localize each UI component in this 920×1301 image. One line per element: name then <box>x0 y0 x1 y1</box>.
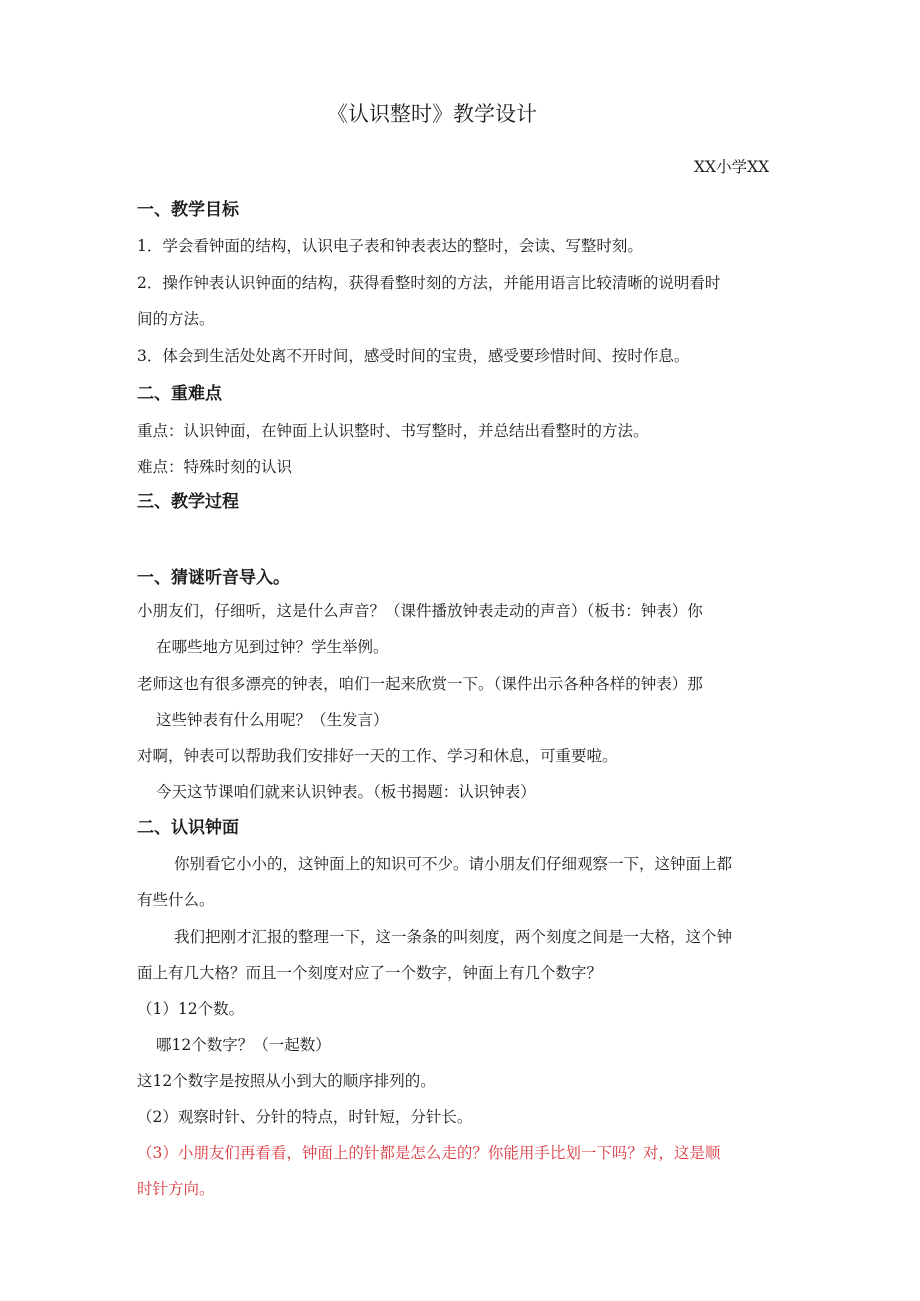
paragraph-line: 有些什么。 <box>137 891 215 909</box>
author-line: XX小学XX <box>694 158 770 176</box>
paragraph-line: 对啊，钟表可以帮助我们安排好一天的工作、学习和休息，可重要啦。 <box>137 747 618 765</box>
paragraph-line: 小朋友们，仔细听，这是什么声音？（课件播放钟表走动的声音）（板书：钟表）你 <box>137 602 703 620</box>
paragraph-line: 今天这节课咱们就来认识钟表。（板书揭题：认识钟表） <box>156 783 536 801</box>
paragraph-line: 哪12个数字？（一起数） <box>156 1036 331 1054</box>
paragraph-line: 这些钟表有什么用呢？（生发言） <box>156 711 389 729</box>
paragraph-line: 你别看它小小的，这钟面上的知识可不少。请小朋友们仔细观察一下，这钟面上都 <box>174 855 733 873</box>
process-part-1-heading: 一、猜谜听音导入。 <box>137 568 290 588</box>
section-heading-goals: 一、教学目标 <box>137 200 239 220</box>
document-title: 《认识整时》教学设计 <box>327 102 537 126</box>
paragraph-line: 面上有几大格？而且一个刻度对应了一个数字，钟面上有几个数字？ <box>137 964 603 982</box>
highlighted-list-item-3-line-2: 时针方向。 <box>137 1180 215 1198</box>
key-point: 重点：认识钟面，在钟面上认识整时、书写整时，并总结出看整时的方法。 <box>137 422 649 440</box>
paragraph-line: 在哪些地方见到过钟？学生举例。 <box>156 638 389 656</box>
goal-item-3: 3．体会到生活处处离不开时间，感受时间的宝贵，感受要珍惜时间、按时作息。 <box>137 347 690 365</box>
list-item-2: （2）观察时针、分针的特点，时针短，分针长。 <box>137 1108 473 1126</box>
goal-item-2-line-2: 间的方法。 <box>137 310 215 328</box>
highlighted-list-item-3-line-1: （3）小朋友们再看看，钟面上的针都是怎么走的？你能用手比划一下吗？对，这是顺 <box>137 1144 721 1162</box>
list-item-1: （1）12个数。 <box>137 1000 245 1018</box>
paragraph-line: 老师这也有很多漂亮的钟表，咱们一起来欣赏一下。（课件出示各种各样的钟表）那 <box>137 675 703 693</box>
goal-item-2-line-1: 2．操作钟表认识钟面的结构，获得看整时刻的方法，并能用语言比较清晰的说明看时 <box>137 274 721 292</box>
section-heading-process: 三、教学过程 <box>137 492 239 512</box>
difficult-point: 难点：特殊时刻的认识 <box>137 458 293 476</box>
paragraph-line: 这12个数字是按照从小到大的顺序排列的。 <box>137 1072 436 1090</box>
section-heading-key-points: 二、重难点 <box>137 384 222 404</box>
process-part-2-heading: 二、认识钟面 <box>137 818 239 838</box>
paragraph-line: 我们把刚才汇报的整理一下，这一条条的叫刻度，两个刻度之间是一大格，这个钟 <box>174 928 733 946</box>
goal-item-1: 1．学会看钟面的结构，认识电子表和钟表表达的整时，会读、写整时刻。 <box>137 237 643 255</box>
